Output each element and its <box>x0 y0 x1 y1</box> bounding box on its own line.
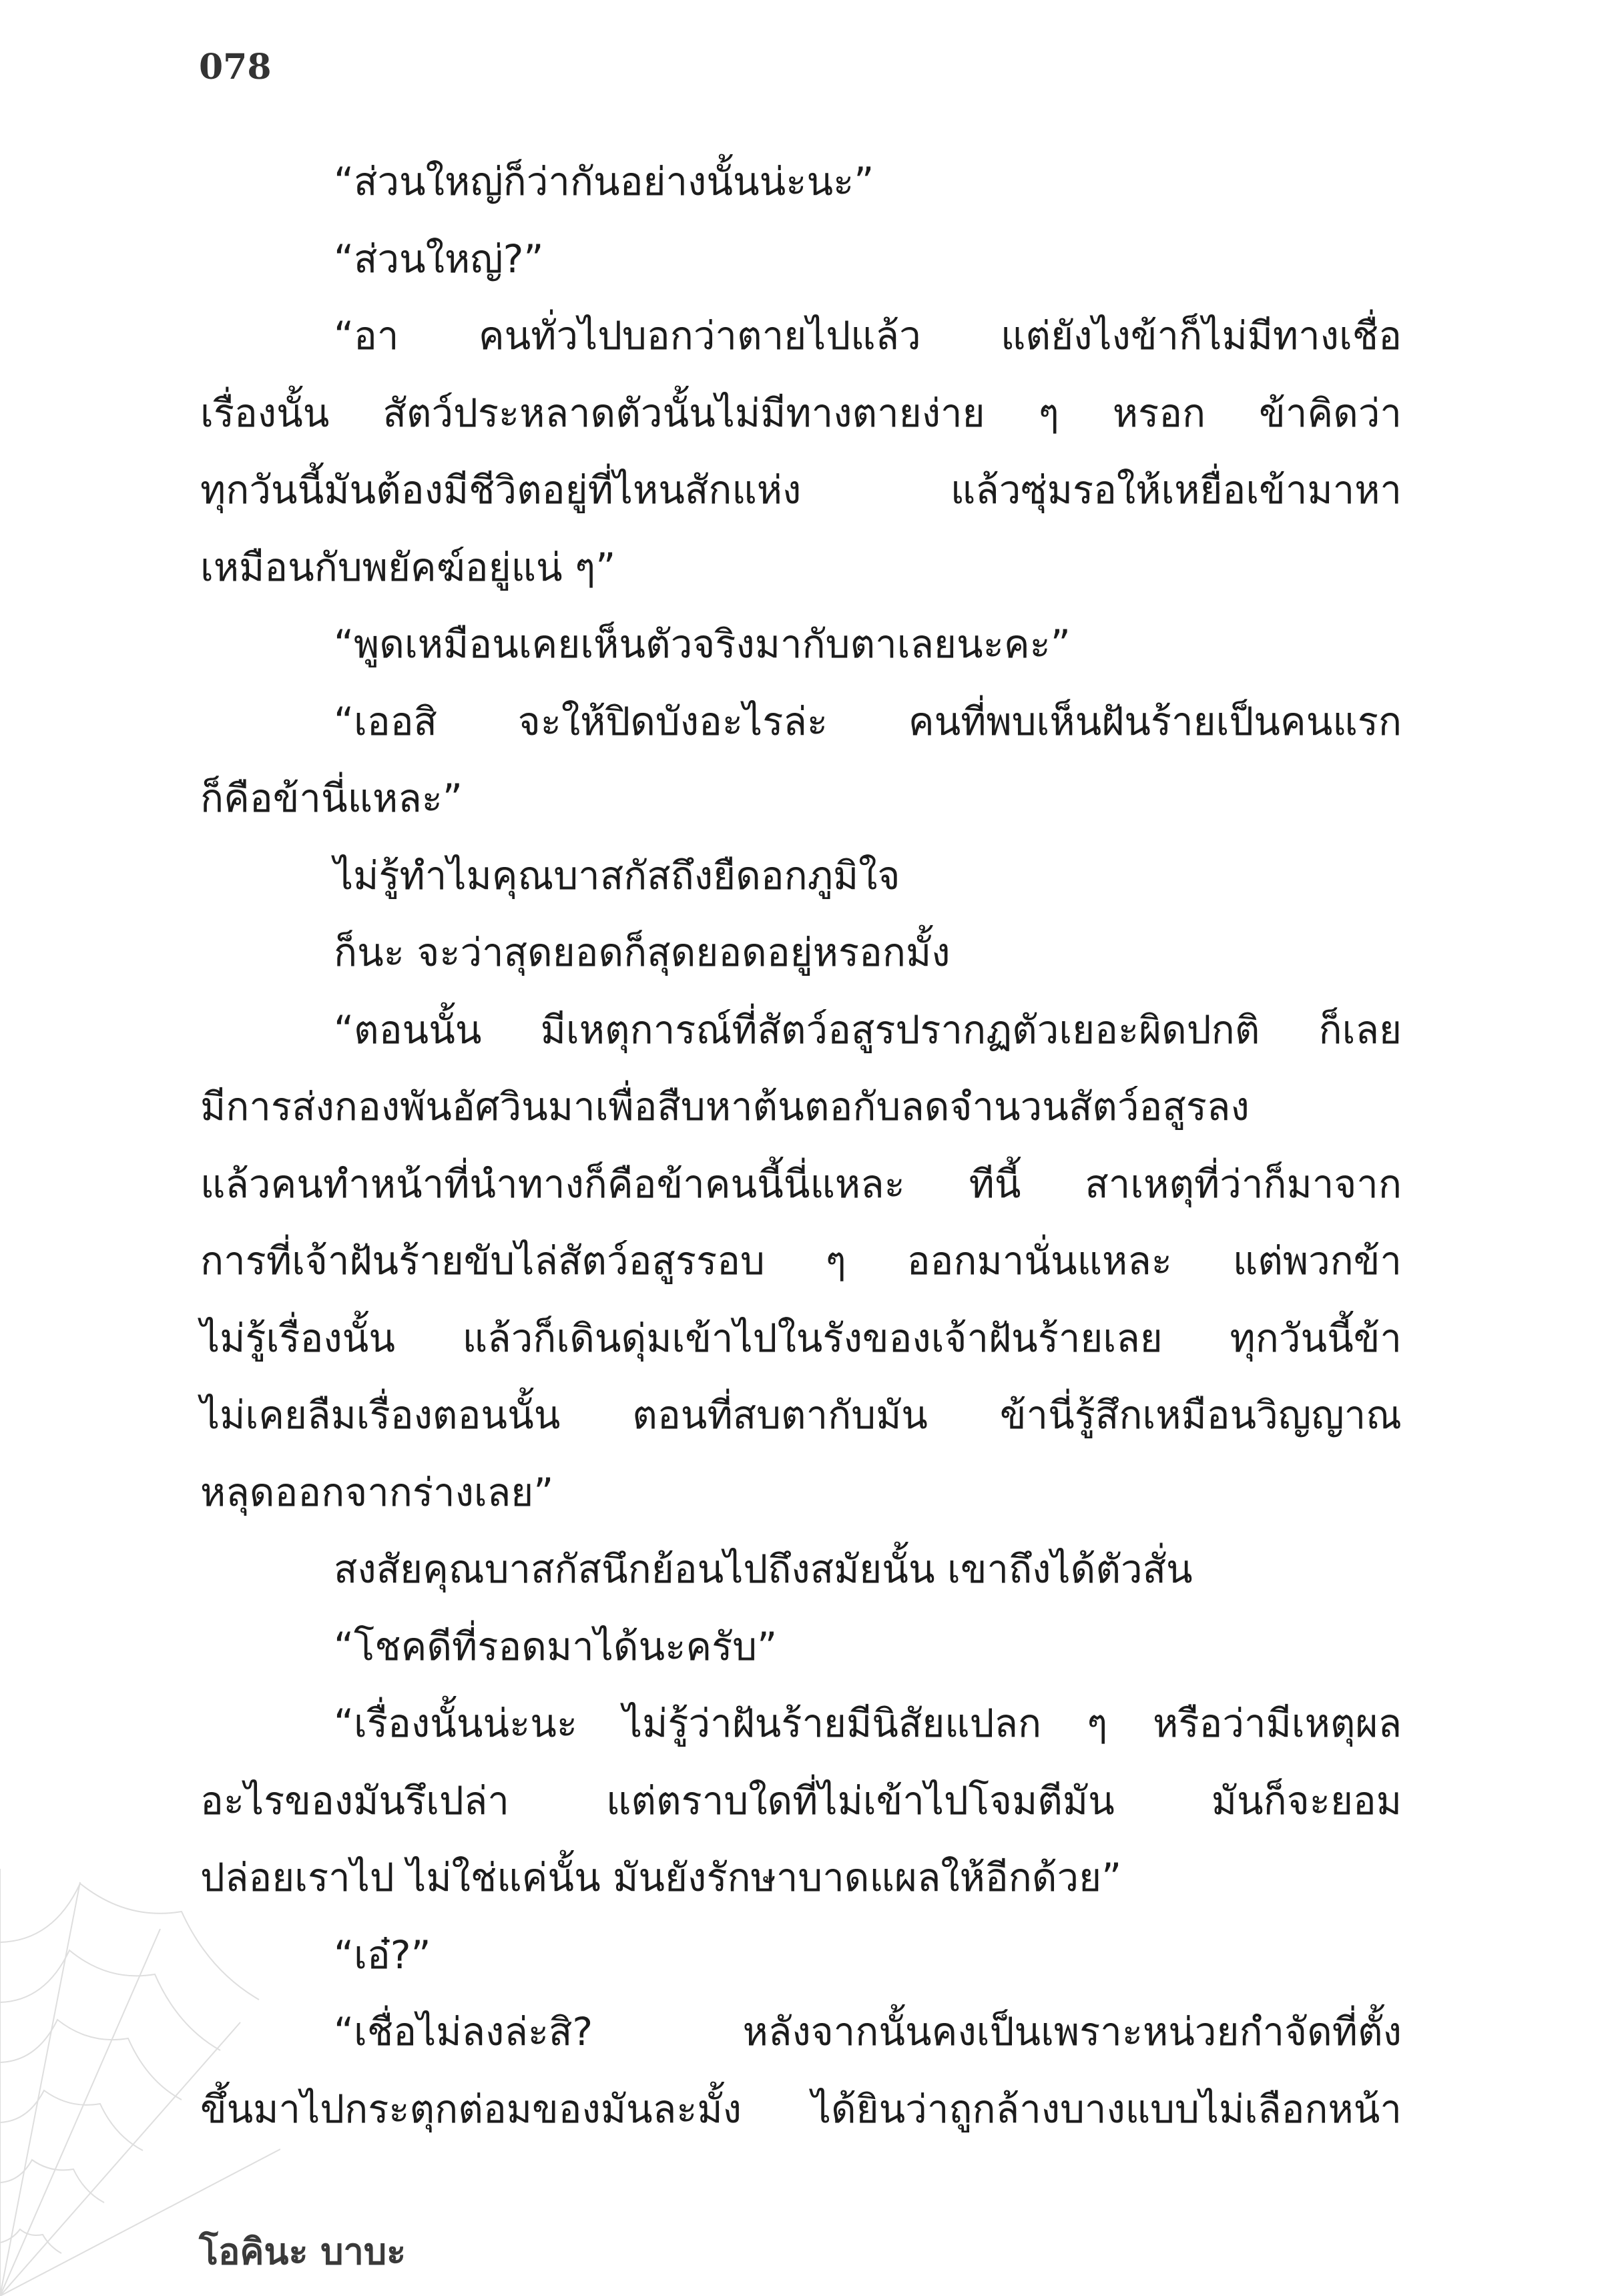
book-title-footer: โอคินะ บาบะ <box>199 2231 407 2273</box>
paragraph-line: แล้วคนทำหน้าที่นำทางก็คือข้าคนนี้นี่แหละ ทีนี้ สาเหตุที่ว่าก็มาจาก <box>200 1161 1402 1207</box>
paragraph-line: ทุกวันนี้มันต้องมีชีวิตอยู่ที่ไหนสักแห่ง แล้วซุ่มรอให้เหยื่อเข้ามาหา <box>200 467 1402 513</box>
page-number: 078 <box>199 47 272 87</box>
paragraph-line: การที่เจ้าฝันร้ายขับไล่สัตว์อสูรรอบ ๆ ออกมานั่นแหละ แต่พวกข้า <box>200 1238 1402 1283</box>
paragraph-line: ก็คือข้านี่แหละ” <box>200 776 463 821</box>
paragraph-line: ไม่เคยลืมเรื่องตอนนั้น ตอนที่สบตากับมัน ข้านี่รู้สึกเหมือนวิญญาณ <box>200 1392 1402 1438</box>
paragraph-line: ก็นะ จะว่าสุดยอดก็สุดยอดอยู่หรอกมั้ง <box>334 930 951 975</box>
paragraph-line: “โชคดีที่รอดมาได้นะครับ” <box>334 1623 778 1669</box>
paragraph-line: ไม่รู้ทำไมคุณบาสกัสถึงยืดอกภูมิใจ <box>334 852 900 898</box>
paragraph-line: ขึ้นมาไปกระตุกต่อมของมันละมั้ง ได้ยินว่าถูกล้างบางแบบไม่เลือกหน้า <box>200 2086 1402 2132</box>
paragraph-line: ไม่รู้เรื่องนั้น แล้วก็เดินดุ่มเข้าไปในรังของเจ้าฝันร้ายเลย ทุกวันนี้ข้า <box>200 1315 1402 1361</box>
paragraph-line: ปล่อยเราไป ไม่ใช่แค่นั้น มันยังรักษาบาดแผลให้อีกด้วย” <box>200 1855 1122 1900</box>
paragraph-line: “ส่วนใหญ่?” <box>334 236 544 282</box>
paragraph-line: “เออสิ จะให้ปิดบังอะไรล่ะ คนที่พบเห็นฝันร้ายเป็นคนแรก <box>334 698 1402 744</box>
paragraph-line: “อา คนทั่วไปบอกว่าตายไปแล้ว แต่ยังไงข้าก็ไม่มีทางเชื่อ <box>334 313 1402 358</box>
paragraph-line: เหมือนกับพยัคฆ์อยู่แน่ ๆ” <box>200 544 616 590</box>
paragraph-line: “เอ๋?” <box>334 1932 431 1978</box>
paragraph-line: “ตอนนั้น มีเหตุการณ์ที่สัตว์อสูรปรากฏตัวเยอะผิดปกติ ก็เลย <box>334 1007 1402 1053</box>
paragraph-line: “ส่วนใหญ่ก็ว่ากันอย่างนั้นน่ะนะ” <box>334 159 874 204</box>
body-text <box>200 144 1402 2148</box>
paragraph-line: อะไรของมันรึเปล่า แต่ตราบใดที่ไม่เข้าไปโจมตีมัน มันก็จะยอม <box>200 1777 1402 1823</box>
paragraph-line: หลุดออกจากร่างเลย” <box>200 1469 554 1515</box>
paragraph-line: มีการส่งกองพันอัศวินมาเพื่อสืบหาต้นตอกับลดจำนวนสัตว์อสูรลง <box>200 1084 1250 1129</box>
paragraph-line: “พูดเหมือนเคยเห็นตัวจริงมากับตาเลยนะคะ” <box>334 621 1071 667</box>
paragraph-line: “เรื่องนั้นน่ะนะ ไม่รู้ว่าฝันร้ายมีนิสัยแปลก ๆ หรือว่ามีเหตุผล <box>334 1701 1402 1746</box>
paragraph-line: เรื่องนั้น สัตว์ประหลาดตัวนั้นไม่มีทางตายง่าย ๆ หรอก ข้าคิดว่า <box>200 390 1402 436</box>
paragraph-line: สงสัยคุณบาสกัสนึกย้อนไปถึงสมัยนั้น เขาถึงได้ตัวสั่น <box>334 1546 1193 1592</box>
paragraph-line: “เชื่อไม่ลงล่ะสิ? หลังจากนั้นคงเป็นเพราะหน่วยกำจัดที่ตั้ง <box>334 2009 1402 2054</box>
